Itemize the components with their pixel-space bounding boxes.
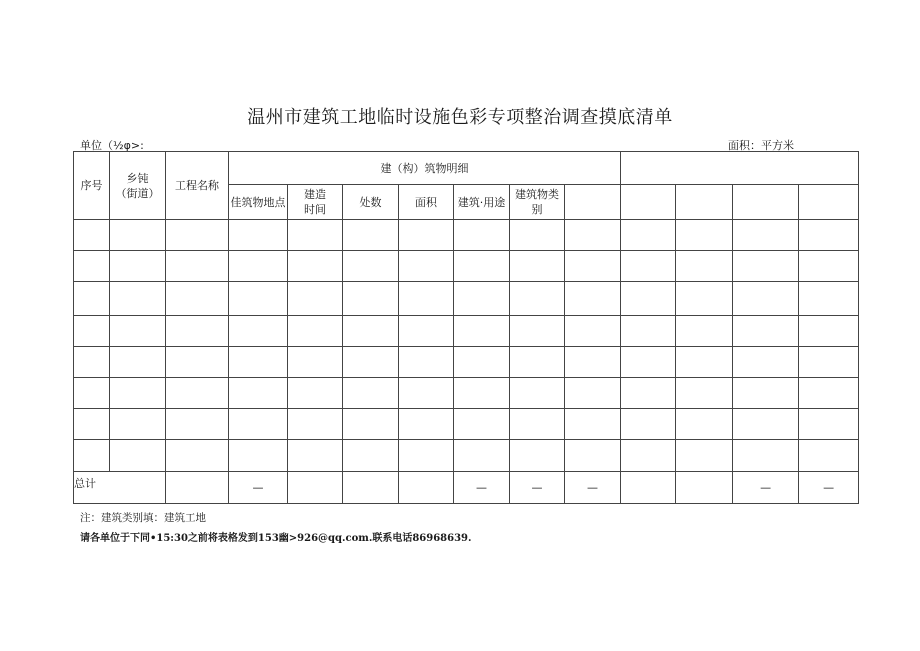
- header-sub-cell: 建造 时间: [288, 185, 343, 220]
- table-cell: [166, 378, 229, 409]
- table-cell: [510, 282, 565, 316]
- table-cell: [110, 220, 166, 251]
- total-row: [74, 472, 859, 504]
- header-blank-group: [621, 152, 859, 185]
- table-cell: [343, 220, 399, 251]
- table-cell: [110, 251, 166, 282]
- table-cell: [510, 251, 565, 282]
- table-row: [74, 316, 859, 347]
- header-sub-cell: [565, 185, 621, 220]
- table-cell: [166, 409, 229, 440]
- table-cell: [343, 316, 399, 347]
- table-cell: [454, 282, 510, 316]
- total-label: 总计: [74, 472, 166, 504]
- table-cell: [399, 378, 454, 409]
- table-cell: [288, 251, 343, 282]
- table-cell: [74, 251, 110, 282]
- header-seq: 序号: [74, 152, 110, 220]
- table-cell: [110, 409, 166, 440]
- table-cell: [74, 316, 110, 347]
- table-cell: [565, 409, 621, 440]
- total-cell: —: [733, 472, 799, 504]
- table-cell: [510, 220, 565, 251]
- table-cell: [229, 220, 288, 251]
- table-cell: [166, 251, 229, 282]
- table-cell: [229, 316, 288, 347]
- table-cell: [229, 440, 288, 472]
- table-cell: [343, 251, 399, 282]
- table-cell: [733, 220, 799, 251]
- table-cell: [621, 282, 676, 316]
- table-cell: [110, 440, 166, 472]
- header-sub-cell: [621, 185, 676, 220]
- area-unit-label: 面积：平方米: [728, 139, 794, 152]
- table-cell: [343, 378, 399, 409]
- page-title: 温州市建筑工地临时设施色彩专项整治调查摸底清单: [247, 107, 673, 128]
- table-cell: [74, 409, 110, 440]
- table-cell: [676, 347, 733, 378]
- table-cell: [288, 440, 343, 472]
- table-cell: [110, 282, 166, 316]
- table-cell: [799, 378, 859, 409]
- table-cell: [399, 440, 454, 472]
- table-cell: [676, 409, 733, 440]
- header-sub-cell: [799, 185, 859, 220]
- total-cell: [676, 472, 733, 504]
- table-cell: [399, 220, 454, 251]
- table-cell: [733, 347, 799, 378]
- table-cell: [510, 409, 565, 440]
- header-sub-cell: [733, 185, 799, 220]
- table-cell: [74, 378, 110, 409]
- table-cell: [676, 440, 733, 472]
- table-cell: [166, 440, 229, 472]
- table-cell: [229, 347, 288, 378]
- table-cell: [565, 220, 621, 251]
- table-cell: [454, 251, 510, 282]
- table-cell: [565, 347, 621, 378]
- total-cell: —: [565, 472, 621, 504]
- table-cell: [399, 251, 454, 282]
- total-cell: —: [229, 472, 288, 504]
- table-cell: [288, 282, 343, 316]
- table-cell: [799, 347, 859, 378]
- table-cell: [676, 378, 733, 409]
- header-row-1: [74, 152, 859, 185]
- table-cell: [166, 220, 229, 251]
- total-cell: —: [510, 472, 565, 504]
- total-cell: [343, 472, 399, 504]
- table-cell: [676, 220, 733, 251]
- table-cell: [621, 251, 676, 282]
- table-cell: [343, 282, 399, 316]
- table-cell: [621, 220, 676, 251]
- table-cell: [74, 440, 110, 472]
- table-cell: [399, 409, 454, 440]
- note-submission: 请各单位于下同•15:30之前将表格发到153幽>926@qq.com.联系电话86968639.: [80, 533, 472, 544]
- table-cell: [288, 220, 343, 251]
- table-cell: [676, 251, 733, 282]
- table-cell: [565, 251, 621, 282]
- total-cell: —: [799, 472, 859, 504]
- table-cell: [166, 282, 229, 316]
- survey-table: [73, 151, 859, 504]
- table-cell: [288, 378, 343, 409]
- table-cell: [565, 282, 621, 316]
- table-cell: [733, 282, 799, 316]
- table-cell: [454, 316, 510, 347]
- table-cell: [621, 440, 676, 472]
- table-cell: [799, 282, 859, 316]
- table-cell: [510, 347, 565, 378]
- table-cell: [166, 347, 229, 378]
- table-row: [74, 440, 859, 472]
- table-cell: [343, 347, 399, 378]
- table-cell: [288, 347, 343, 378]
- table-cell: [74, 220, 110, 251]
- table-cell: [799, 409, 859, 440]
- table-cell: [565, 316, 621, 347]
- table-cell: [510, 378, 565, 409]
- header-sub-cell: 佳筑物地点: [229, 185, 288, 220]
- table-cell: [510, 440, 565, 472]
- table-cell: [288, 316, 343, 347]
- table-cell: [510, 316, 565, 347]
- table-cell: [399, 316, 454, 347]
- unit-label: 单位（½φ>:: [80, 139, 144, 152]
- table-cell: [454, 378, 510, 409]
- table-cell: [733, 409, 799, 440]
- header-project-name: 工程名称: [166, 152, 229, 220]
- table-cell: [454, 347, 510, 378]
- table-cell: [621, 316, 676, 347]
- table-row: [74, 347, 859, 378]
- header-township: 乡钝 （街道）: [110, 152, 166, 220]
- table-cell: [733, 316, 799, 347]
- table-cell: [733, 378, 799, 409]
- table-cell: [74, 347, 110, 378]
- total-cell: —: [454, 472, 510, 504]
- table-cell: [454, 440, 510, 472]
- table-cell: [565, 378, 621, 409]
- table-cell: [676, 316, 733, 347]
- table-cell: [621, 378, 676, 409]
- table-cell: [733, 440, 799, 472]
- table-row: [74, 282, 859, 316]
- table-row: [74, 220, 859, 251]
- table-cell: [74, 282, 110, 316]
- table-cell: [454, 409, 510, 440]
- header-sub-cell: 面积: [399, 185, 454, 220]
- table-cell: [229, 251, 288, 282]
- table-cell: [621, 347, 676, 378]
- table-cell: [799, 316, 859, 347]
- header-sub-cell: 建筑·用途: [454, 185, 510, 220]
- table-cell: [399, 282, 454, 316]
- table-row: [74, 378, 859, 409]
- total-cell: [621, 472, 676, 504]
- table-cell: [343, 440, 399, 472]
- total-cell: [288, 472, 343, 504]
- total-cell: [166, 472, 229, 504]
- table-cell: [454, 220, 510, 251]
- table-cell: [229, 409, 288, 440]
- header-sub-cell: 处数: [343, 185, 399, 220]
- table-cell: [288, 409, 343, 440]
- table-cell: [676, 282, 733, 316]
- table-row: [74, 251, 859, 282]
- table-cell: [799, 251, 859, 282]
- note-category: 注：建筑类别填：建筑工地: [80, 512, 206, 524]
- table-cell: [565, 440, 621, 472]
- table-cell: [110, 378, 166, 409]
- table-cell: [110, 316, 166, 347]
- table-row: [74, 409, 859, 440]
- table-cell: [110, 347, 166, 378]
- table-cell: [343, 409, 399, 440]
- table-cell: [166, 316, 229, 347]
- table-cell: [799, 220, 859, 251]
- table-cell: [399, 347, 454, 378]
- table-cell: [229, 378, 288, 409]
- table-cell: [733, 251, 799, 282]
- table-cell: [621, 409, 676, 440]
- header-building-details: 建（构）筑物明细: [229, 152, 621, 185]
- total-cell: [399, 472, 454, 504]
- header-sub-cell: 建筑物类 别: [510, 185, 565, 220]
- header-sub-cell: [676, 185, 733, 220]
- table-cell: [229, 282, 288, 316]
- table-cell: [799, 440, 859, 472]
